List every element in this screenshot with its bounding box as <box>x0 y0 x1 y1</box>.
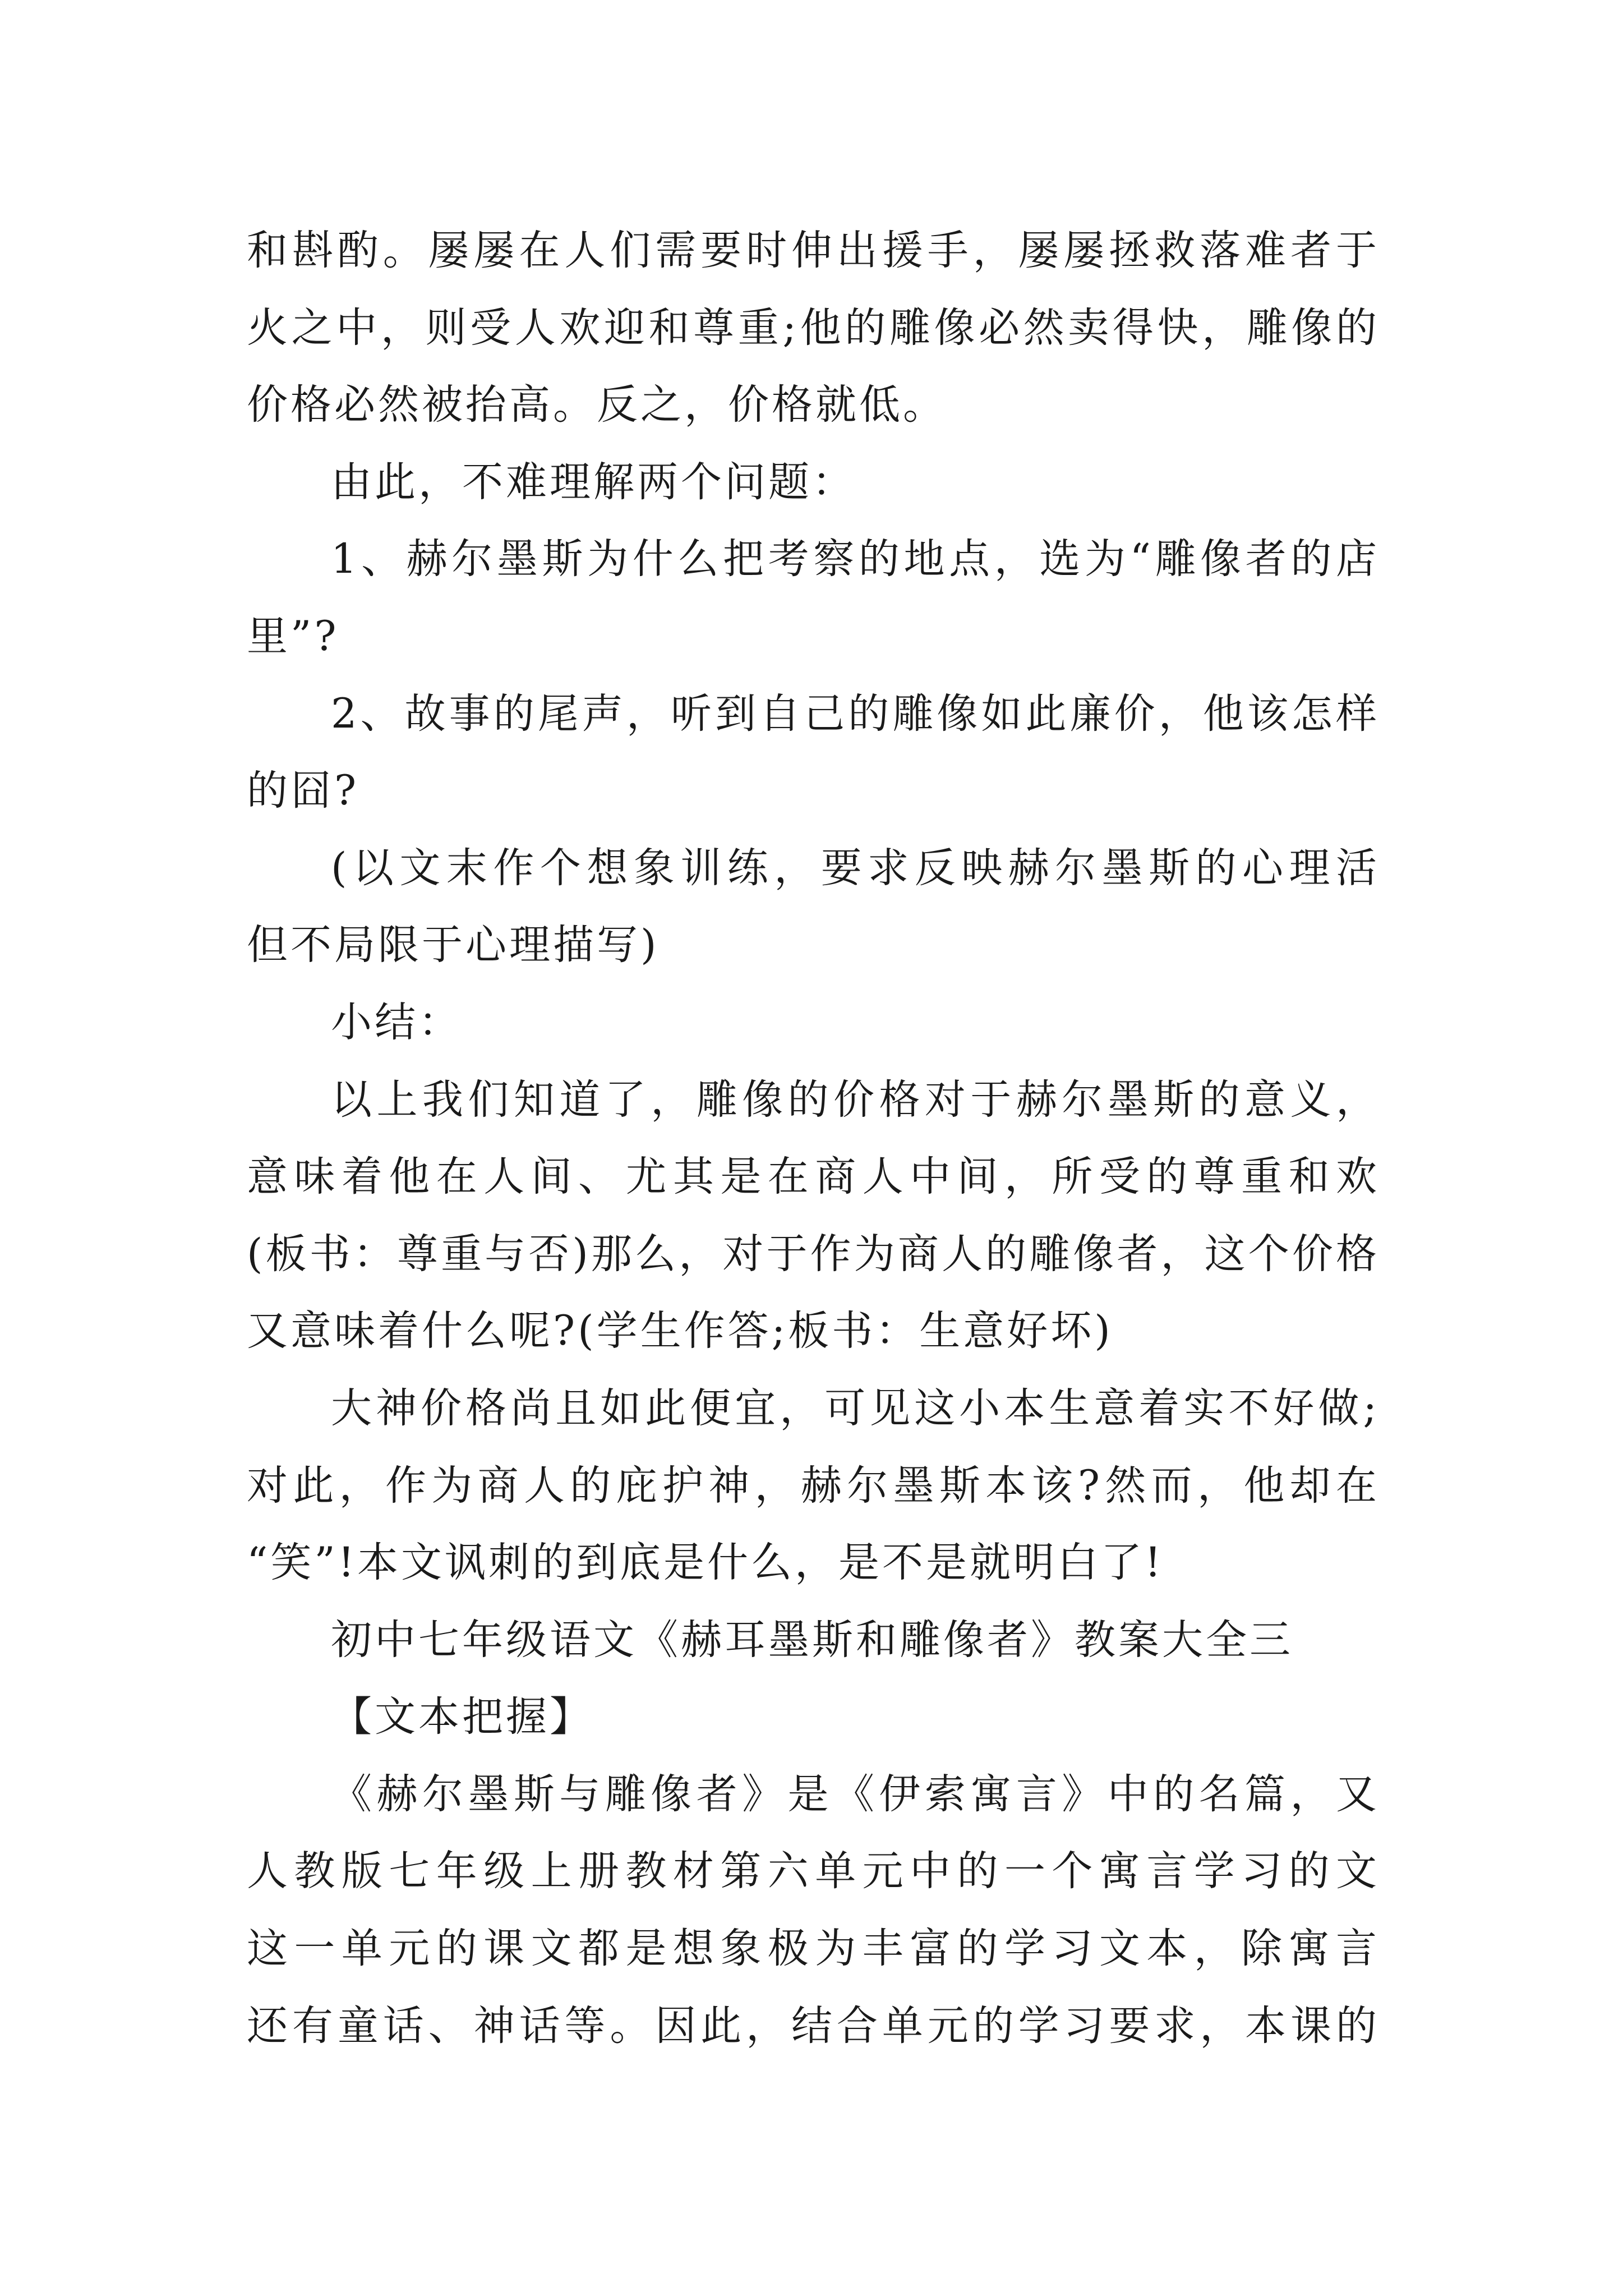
text-line: 又意味着什么呢?(学生作答;板书：生意好坏) <box>247 1307 1113 1355</box>
text-line: 以上我们知道了，雕像的价格对于赫尔墨斯的意义， <box>331 1075 1380 1124</box>
text-line: 火之中，则受人欢迎和尊重;他的雕像必然卖得快，雕像的 <box>247 303 1380 352</box>
text-line: 里”? <box>247 612 339 660</box>
text-line: 对此，作为商人的庇护神，赫尔墨斯本该?然而，他却在 <box>247 1461 1380 1510</box>
text-line: 还有童话、神话等。因此，结合单元的学习要求，本课的 <box>247 2001 1380 2050</box>
text-line: 初中七年级语文《赫耳墨斯和雕像者》教案大全三 <box>331 1616 1293 1664</box>
text-line: 2、故事的尾声，听到自己的雕像如此廉价，他该怎样 <box>331 689 1380 738</box>
text-line: 的囧? <box>247 767 359 815</box>
text-line: “笑”!本文讽刺的到底是什么，是不是就明白了! <box>247 1539 1164 1587</box>
text-line: 但不局限于心理描写) <box>247 921 660 969</box>
text-line: 《赫尔墨斯与雕像者》是《伊索寓言》中的名篇，又 <box>331 1770 1380 1818</box>
text-line: 由此，不难理解两个问题： <box>331 458 856 506</box>
text-line: 大神价格尚且如此便宜，可见这小本生意着实不好做; <box>331 1384 1380 1432</box>
text-line: 小结： <box>331 998 462 1046</box>
text-line: 和斟酌。屡屡在人们需要时伸出援手，屡屡拯救落难者于 <box>247 227 1380 274</box>
text-line: 价格必然被抬高。反之，价格就低。 <box>247 381 947 429</box>
text-line: 1、赫尔墨斯为什么把考察的地点，选为“雕像者的店 <box>331 535 1380 583</box>
text-line: (板书：尊重与否)那么，对于作为商人的雕像者，这个价格 <box>247 1230 1380 1278</box>
document-body <box>247 212 1380 2064</box>
text-line: 这一单元的课文都是想象极为丰富的学习文本，除寓言 <box>247 1925 1380 1973</box>
text-line: (以文末作个想象训练，要求反映赫尔墨斯的心理活 <box>331 844 1380 892</box>
text-line: 意味着他在人间、尤其是在商人中间，所受的尊重和欢 <box>247 1153 1380 1201</box>
text-line: 人教版七年级上册教材第六单元中的一个寓言学习的文 <box>247 1847 1380 1895</box>
text-line: 【文本把握】 <box>331 1693 593 1741</box>
